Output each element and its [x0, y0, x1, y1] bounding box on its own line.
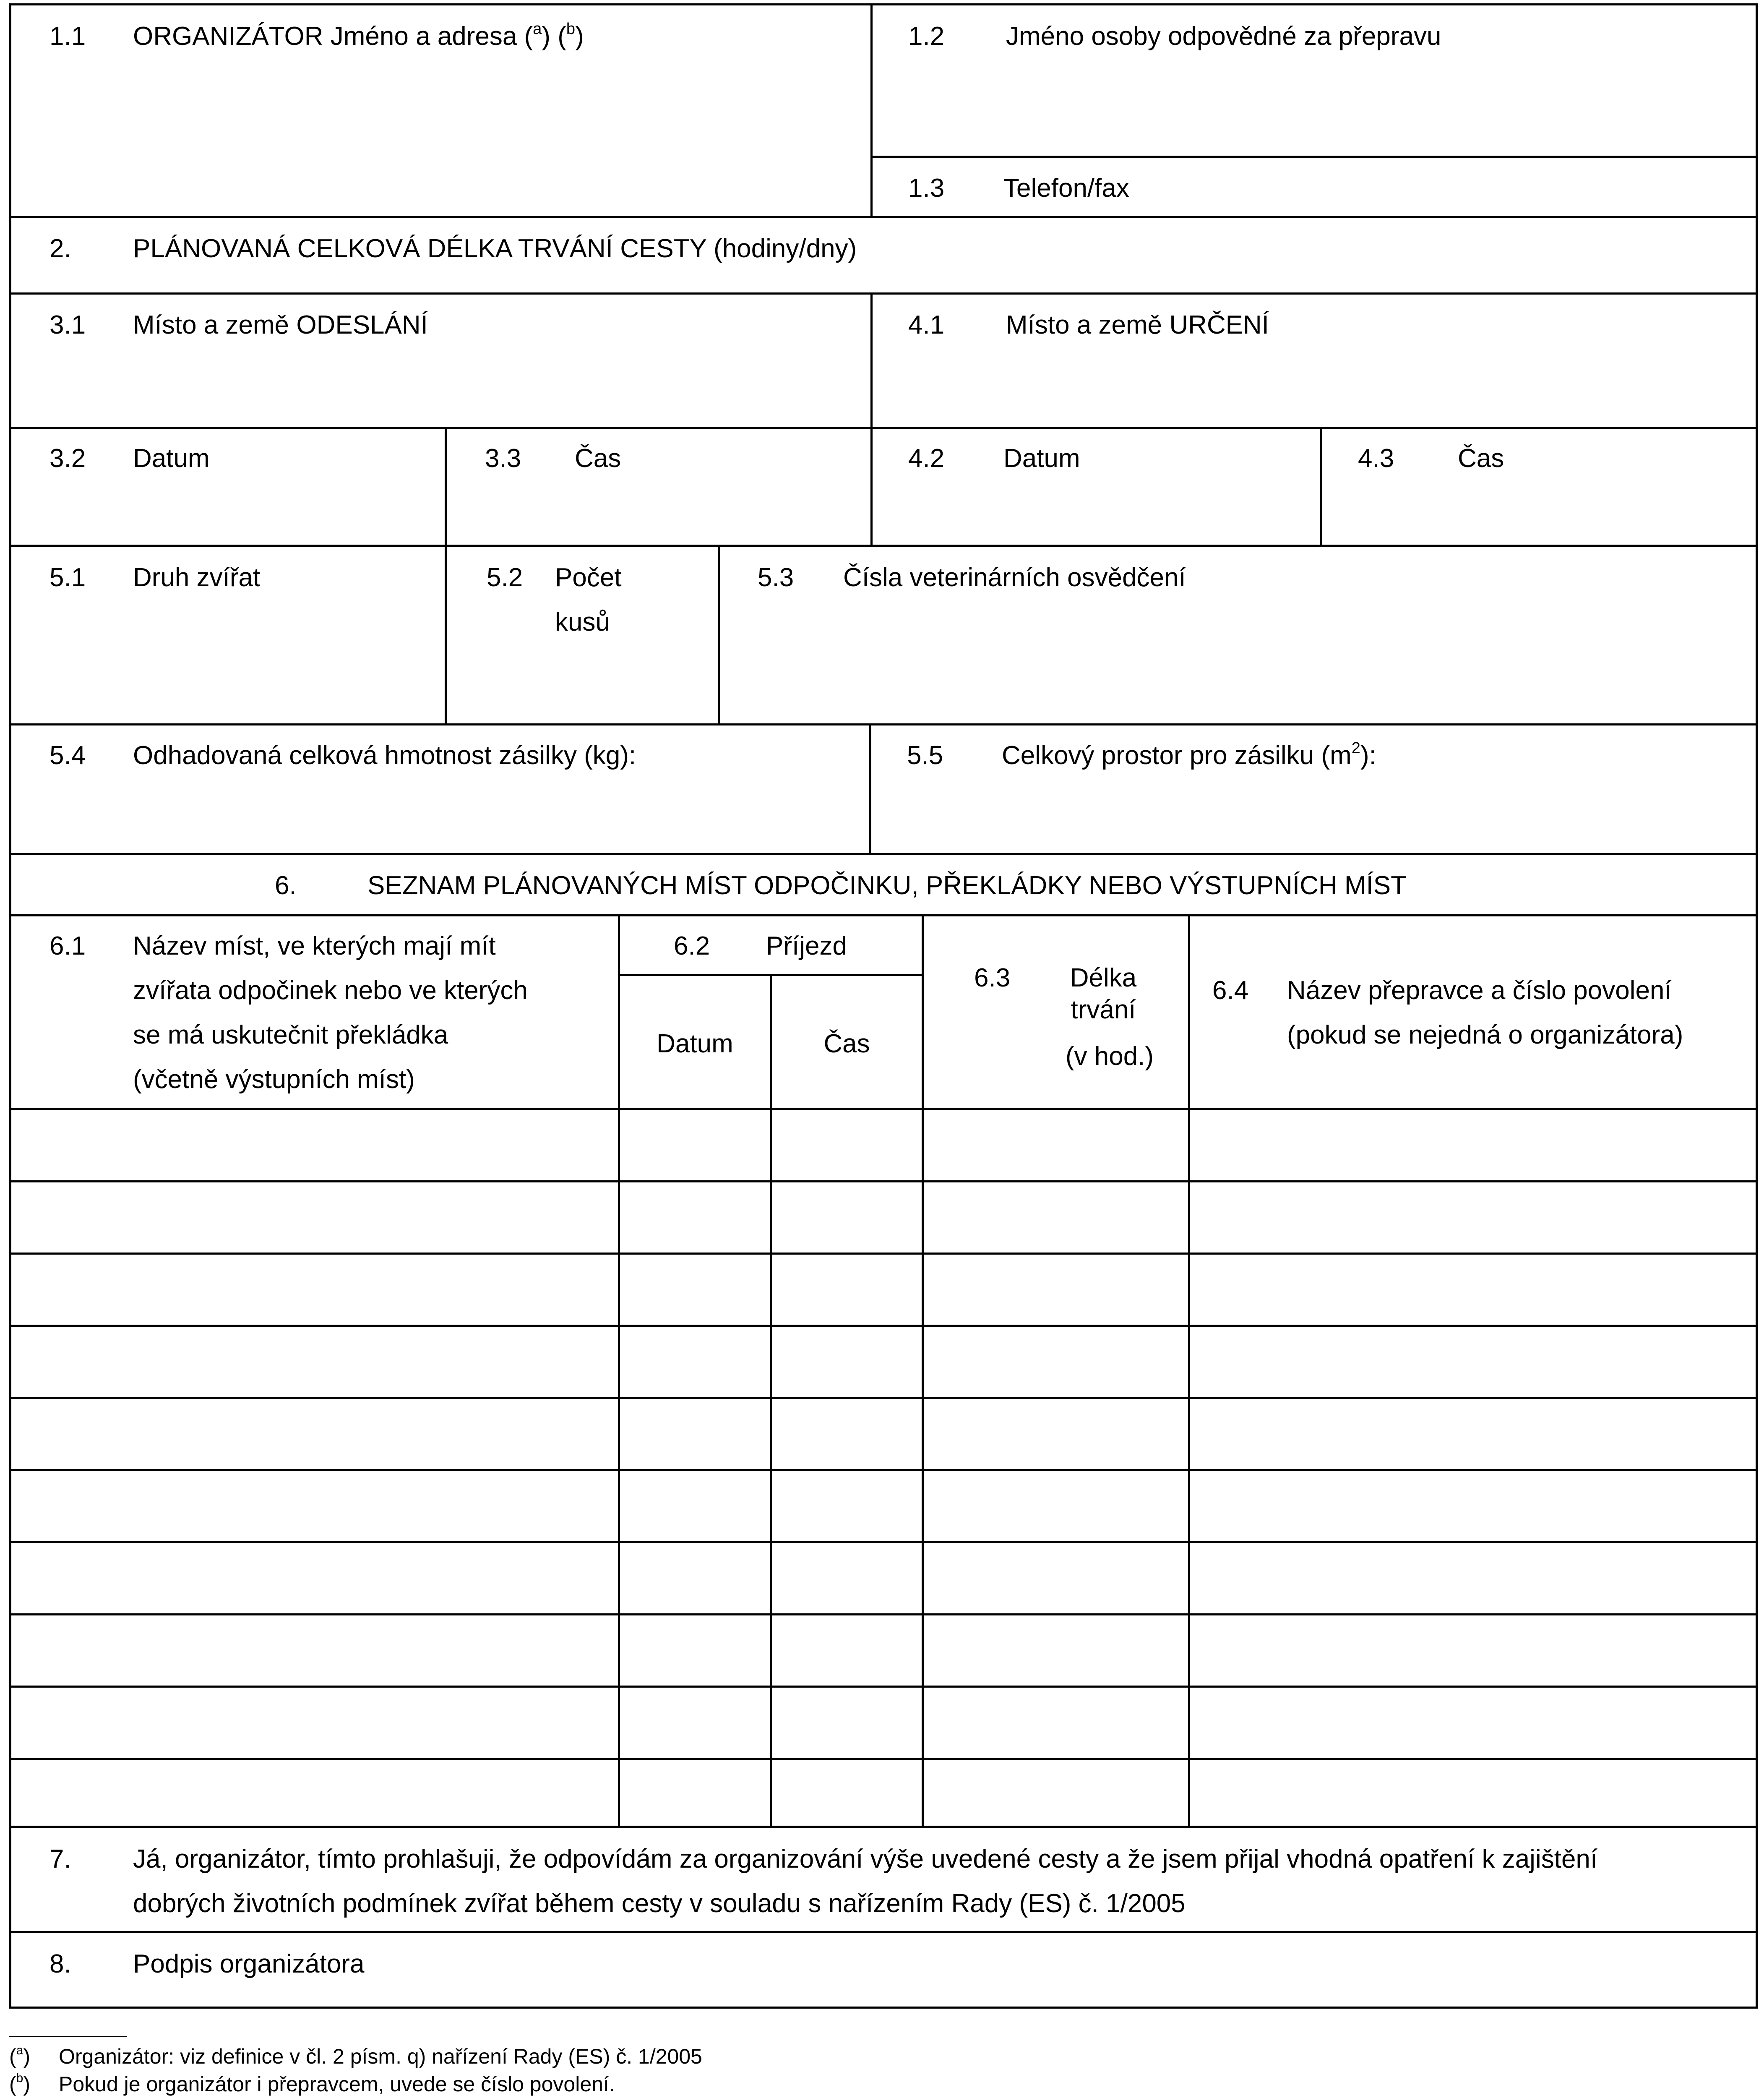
stop-place-cell[interactable]	[13, 1399, 616, 1467]
stop-place-cell[interactable]	[13, 1543, 616, 1611]
section-4-3-label: Čas	[1458, 444, 1504, 473]
section-5-2-label-line2: kusů	[555, 608, 610, 637]
stop-arrival-date-cell[interactable]	[622, 1182, 768, 1250]
rule	[9, 292, 1758, 295]
rule	[9, 723, 1758, 725]
footnote-ref-b: b	[566, 20, 576, 38]
stop-duration-cell[interactable]	[926, 1110, 1186, 1178]
section-7-line: Já, organizátor, tímto prohlašuji, že odpovídám za organizování výše uvedené cesty a že jsem přijal vhodná opatření k zajištění	[133, 1845, 1598, 1874]
stop-carrier-cell[interactable]	[1192, 1760, 1754, 1824]
footnote-b-text: Pokud je organizátor i přepravcem, uvede se číslo povolení.	[59, 2072, 615, 2096]
departure-date-field[interactable]	[13, 483, 443, 543]
section-5-1-label: Druh zvířat	[133, 563, 261, 592]
stop-carrier-cell[interactable]	[1192, 1471, 1754, 1539]
stop-duration-cell[interactable]	[926, 1543, 1186, 1611]
stop-carrier-cell[interactable]	[1192, 1688, 1754, 1756]
section-6-3-line: Délka	[1070, 963, 1137, 992]
section-6-1-line: zvířata odpočinek nebo ve kterých	[133, 976, 528, 1005]
section-6-label: SEZNAM PLÁNOVANÝCH MÍST ODPOČINKU, PŘEKLÁDKY NEBO VÝSTUPNÍCH MÍST	[367, 871, 1407, 900]
stop-place-cell[interactable]	[13, 1760, 616, 1824]
section-1-2-number: 1.2	[908, 22, 945, 51]
rule	[9, 1931, 1758, 1933]
organizer-name-address-field[interactable]	[13, 55, 868, 214]
section-6-4-line: Název přepravce a číslo povolení	[1287, 976, 1672, 1005]
section-8-number: 8.	[50, 1949, 71, 1978]
section-6-4-number: 6.4	[1212, 976, 1249, 1005]
footnote-a-text: Organizátor: viz definice v čl. 2 písm. q) nařízení Rady (ES) č. 1/2005	[59, 2045, 702, 2068]
stop-duration-cell[interactable]	[926, 1182, 1186, 1250]
stop-place-cell[interactable]	[13, 1327, 616, 1395]
stop-place-cell[interactable]	[13, 1471, 616, 1539]
rule	[9, 1826, 1758, 1828]
rule	[9, 3, 1758, 5]
stop-arrival-date-cell[interactable]	[622, 1399, 768, 1467]
section-5-5-number: 5.5	[907, 741, 943, 770]
stop-duration-cell[interactable]	[926, 1399, 1186, 1467]
stop-place-cell[interactable]	[13, 1615, 616, 1683]
section-6-3-line: trvání	[1071, 995, 1136, 1024]
section-6-4-line: (pokud se nejedná o organizátora)	[1287, 1020, 1683, 1049]
rule	[445, 427, 447, 725]
section-3-2-label: Datum	[133, 444, 210, 473]
animal-count-field[interactable]	[449, 655, 716, 721]
stop-arrival-date-cell[interactable]	[622, 1688, 768, 1756]
column-cas: Čas	[823, 1029, 870, 1058]
stop-place-cell[interactable]	[13, 1255, 616, 1323]
section-6-1-line: (včetně výstupních míst)	[133, 1065, 415, 1094]
stop-place-cell[interactable]	[13, 1182, 616, 1250]
section-3-3-number: 3.3	[485, 444, 521, 473]
stop-carrier-cell[interactable]	[1192, 1543, 1754, 1611]
rule	[869, 723, 871, 855]
rule	[870, 292, 873, 547]
stop-arrival-time-cell[interactable]	[774, 1615, 920, 1683]
section-3-1-number: 3.1	[50, 311, 86, 339]
section-5-3-label: Čísla veterinárních osvědčení	[843, 563, 1186, 592]
vet-certificate-numbers-field[interactable]	[722, 604, 1754, 721]
section-5-3-number: 5.3	[758, 563, 794, 592]
section-1-1-number: 1.1	[50, 22, 86, 51]
responsible-person-field[interactable]	[875, 55, 1754, 154]
rule	[9, 914, 1758, 916]
consignment-space-field[interactable]	[873, 780, 1754, 851]
stop-carrier-cell[interactable]	[1192, 1399, 1754, 1467]
arrival-time-field[interactable]	[1324, 483, 1754, 543]
section-2-number: 2.	[50, 234, 71, 263]
rule	[870, 3, 873, 218]
section-7-number: 7.	[50, 1845, 71, 1874]
rule	[770, 974, 772, 1828]
stop-carrier-cell[interactable]	[1192, 1182, 1754, 1250]
departure-place-field[interactable]	[13, 348, 868, 425]
section-5-4-label: Odhadovaná celková hmotnost zásilky (kg):	[133, 741, 636, 770]
stop-arrival-time-cell[interactable]	[774, 1399, 920, 1467]
rule	[9, 216, 1758, 218]
section-3-2-number: 3.2	[50, 444, 86, 473]
rule	[9, 853, 1758, 855]
section-6-1-line: Název míst, ve kterých mají mít	[133, 932, 496, 960]
section-6-3-number: 6.3	[974, 963, 1011, 992]
stop-duration-cell[interactable]	[926, 1255, 1186, 1323]
departure-time-field[interactable]	[449, 483, 868, 543]
section-4-2-label: Datum	[1003, 444, 1080, 473]
arrival-date-field[interactable]	[875, 483, 1318, 543]
section-4-3-number: 4.3	[1358, 444, 1394, 473]
rule	[9, 2007, 127, 2008]
section-6-1-line: se má uskutečnit překládka	[133, 1020, 448, 1049]
destination-place-field[interactable]	[875, 348, 1754, 425]
section-5-2-label-line1: Počet	[555, 563, 622, 592]
section-2-label: PLÁNOVANÁ CELKOVÁ DÉLKA TRVÁNÍ CESTY (hodiny/dny)	[133, 234, 857, 263]
column-datum: Datum	[657, 1029, 733, 1058]
rule	[922, 914, 924, 1828]
stop-arrival-time-cell[interactable]	[774, 1760, 920, 1824]
stop-duration-cell[interactable]	[926, 1688, 1186, 1756]
stop-duration-cell[interactable]	[926, 1471, 1186, 1539]
stop-arrival-date-cell[interactable]	[622, 1760, 768, 1824]
stop-duration-cell[interactable]	[926, 1327, 1186, 1395]
footnote-separator	[9, 2036, 127, 2037]
stop-arrival-time-cell[interactable]	[774, 1471, 920, 1539]
section-6-1-number: 6.1	[50, 932, 86, 960]
stop-arrival-date-cell[interactable]	[622, 1110, 768, 1178]
section-4-1-number: 4.1	[908, 311, 945, 339]
stop-arrival-time-cell[interactable]	[774, 1255, 920, 1323]
phone-fax-field[interactable]	[1175, 159, 1754, 214]
stop-arrival-time-cell[interactable]	[774, 1327, 920, 1395]
stop-duration-cell[interactable]	[926, 1615, 1186, 1683]
section-6-number: 6.	[275, 871, 297, 900]
rule	[9, 427, 1758, 429]
animal-species-field[interactable]	[13, 655, 443, 721]
stop-arrival-time-cell[interactable]	[774, 1110, 920, 1178]
section-1-3-label: Telefon/fax	[1003, 174, 1129, 203]
section-6-2-label: Příjezd	[766, 932, 847, 960]
section-1-3-number: 1.3	[908, 174, 945, 203]
section-4-1-label: Místo a země URČENÍ	[1006, 311, 1269, 339]
rule	[872, 156, 1758, 158]
footnote-a-marker: ($^a$)	[9, 2043, 30, 2068]
rule	[1320, 427, 1322, 547]
stop-duration-cell[interactable]	[926, 1760, 1186, 1824]
section-6-2-number: 6.2	[674, 932, 710, 960]
organizer-signature-field[interactable]	[13, 1989, 1754, 2006]
rule	[9, 3, 11, 2009]
footnote-b-marker: ($^b$)	[9, 2071, 30, 2096]
section-5-4-number: 5.4	[50, 741, 86, 770]
section-4-2-number: 4.2	[908, 444, 945, 473]
stop-carrier-cell[interactable]	[1192, 1255, 1754, 1323]
stop-arrival-date-cell[interactable]	[622, 1615, 768, 1683]
section-1-1-label: ORGANIZÁTOR Jméno a adresa ($^a$) ($^b$)	[133, 20, 584, 51]
stop-carrier-cell[interactable]	[1192, 1615, 1754, 1683]
section-5-1-number: 5.1	[50, 563, 86, 592]
stop-carrier-cell[interactable]	[1192, 1327, 1754, 1395]
stop-place-cell[interactable]	[13, 1110, 616, 1178]
stop-arrival-date-cell[interactable]	[622, 1471, 768, 1539]
footnote-ref-a: a	[533, 20, 542, 38]
rule	[1756, 3, 1758, 2009]
journey-duration-field[interactable]	[923, 220, 1754, 290]
rule	[9, 2007, 1758, 2009]
stop-carrier-cell[interactable]	[1192, 1110, 1754, 1178]
section-3-1-label: Místo a země ODESLÁNÍ	[133, 311, 428, 339]
stop-arrival-date-cell[interactable]	[622, 1255, 768, 1323]
section-5-2-number: 5.2	[487, 563, 523, 592]
rule	[718, 545, 720, 725]
stop-arrival-time-cell[interactable]	[774, 1688, 920, 1756]
section-5-5-label: Celkový prostor pro zásilku $(m^2)$:	[1002, 739, 1376, 770]
consignment-weight-field[interactable]	[13, 780, 867, 851]
stop-arrival-time-cell[interactable]	[774, 1182, 920, 1250]
section-1-2-label: Jméno osoby odpovědné za přepravu	[1006, 22, 1441, 51]
section-7-line: dobrých životních podmínek zvířat během cesty v souladu s nařízením Rady (ES) č. 1/2005	[133, 1889, 1186, 1918]
square-superscript: 2	[1351, 739, 1360, 757]
section-6-3-line: (v hod.)	[1065, 1042, 1154, 1071]
section-8-label: Podpis organizátora	[133, 1949, 365, 1978]
stop-place-cell[interactable]	[13, 1688, 616, 1756]
stop-arrival-date-cell[interactable]	[622, 1327, 768, 1395]
stop-arrival-date-cell[interactable]	[622, 1543, 768, 1611]
rule	[9, 545, 1758, 547]
stop-arrival-time-cell[interactable]	[774, 1543, 920, 1611]
section-3-3-label: Čas	[575, 444, 621, 473]
